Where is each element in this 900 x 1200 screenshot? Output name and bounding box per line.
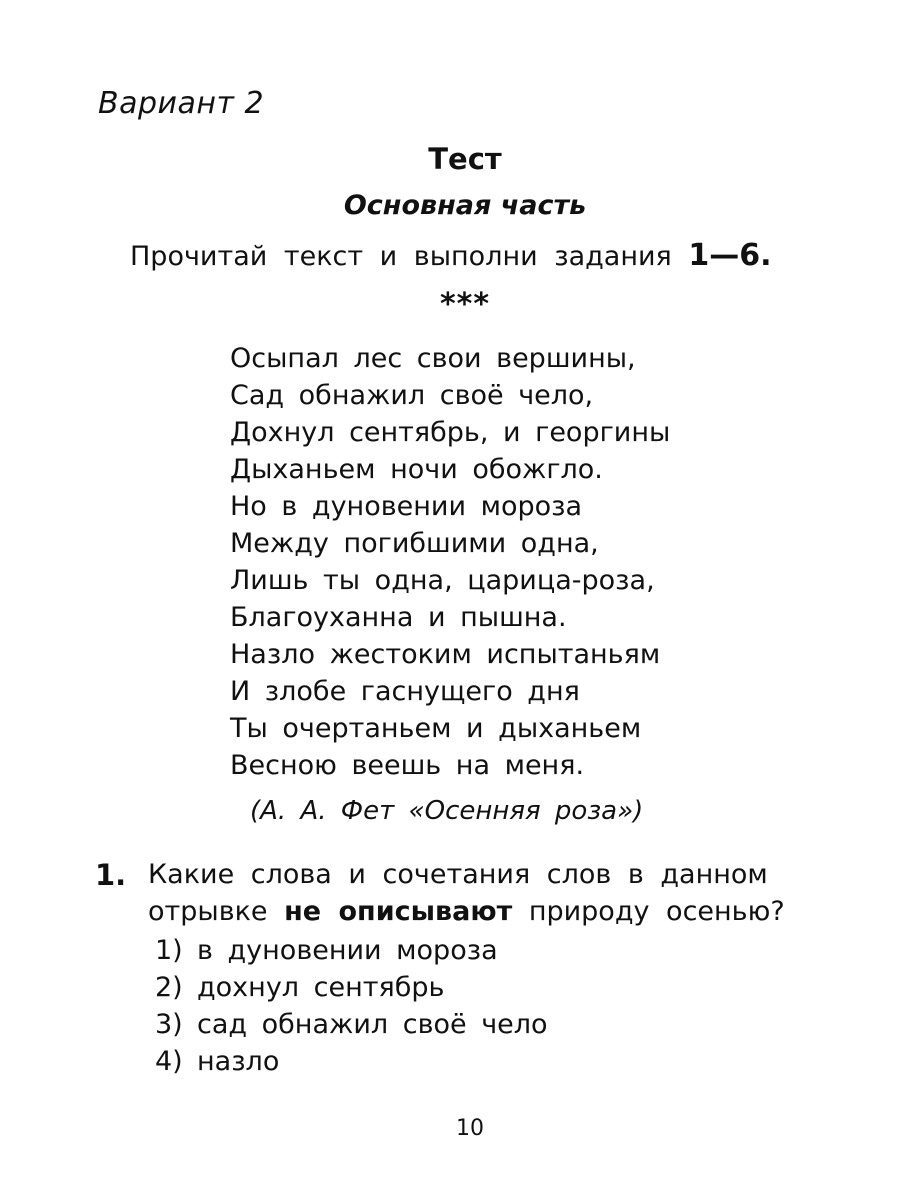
option-number: 2) <box>155 972 183 1003</box>
question-text-before: Какие слова и сочетания слов в данном отрывке <box>148 859 768 927</box>
question-number: 1. <box>95 858 127 892</box>
poem-stars: *** <box>439 287 491 322</box>
poem-line: Дыханьем ночи обожгло. <box>230 454 603 485</box>
task-range: 1—6. <box>688 238 772 273</box>
option-number: 1) <box>155 935 183 966</box>
option-text: назло <box>197 1046 280 1077</box>
poem-line: Но в дуновении мороза <box>230 491 583 522</box>
poem-line: Дохнул сентябрь, и георгины <box>230 417 671 448</box>
option-text: в дуновении мороза <box>197 935 498 966</box>
question-text <box>148 856 855 930</box>
instruction-text: Прочитай текст и выполни задания <box>130 241 672 272</box>
answer-option[interactable] <box>155 1043 855 1080</box>
poem-line: Между погибшими одна, <box>230 528 599 559</box>
poem-attribution: (А. А. Фет «Осенняя роза») <box>250 796 644 826</box>
poem-line: Ты очертаньем и дыханьем <box>230 713 642 744</box>
section-title: Основная часть <box>343 190 587 221</box>
poem-line: Осыпал лес свои вершины, <box>230 343 636 374</box>
question-text-emphasis: не описывают <box>284 896 513 927</box>
poem <box>230 340 670 784</box>
answer-options <box>155 932 855 1080</box>
answer-option[interactable] <box>155 1006 855 1043</box>
question-text-after: природу осенью? <box>512 896 785 927</box>
question-1 <box>95 856 855 1080</box>
option-text: дохнул сентябрь <box>197 972 445 1003</box>
poem-line: Сад обнажил своё чело, <box>230 380 594 411</box>
poem-line: Назло жестоким испытаньям <box>230 639 661 670</box>
test-title: Тест <box>428 142 502 176</box>
page-number: 10 <box>456 1116 484 1141</box>
option-number: 4) <box>155 1046 183 1077</box>
answer-option[interactable] <box>155 932 855 969</box>
instruction <box>130 238 772 273</box>
poem-line: Благоуханна и пышна. <box>230 602 567 633</box>
poem-line: Лишь ты одна, царица-роза, <box>230 565 655 596</box>
answer-option[interactable] <box>155 969 855 1006</box>
variant-label: Вариант 2 <box>98 86 265 121</box>
option-text: сад обнажил своё чело <box>197 1009 548 1040</box>
option-number: 3) <box>155 1009 183 1040</box>
poem-line: Весною веешь на меня. <box>230 750 585 781</box>
poem-line: И злобе гаснущего дня <box>230 676 580 707</box>
